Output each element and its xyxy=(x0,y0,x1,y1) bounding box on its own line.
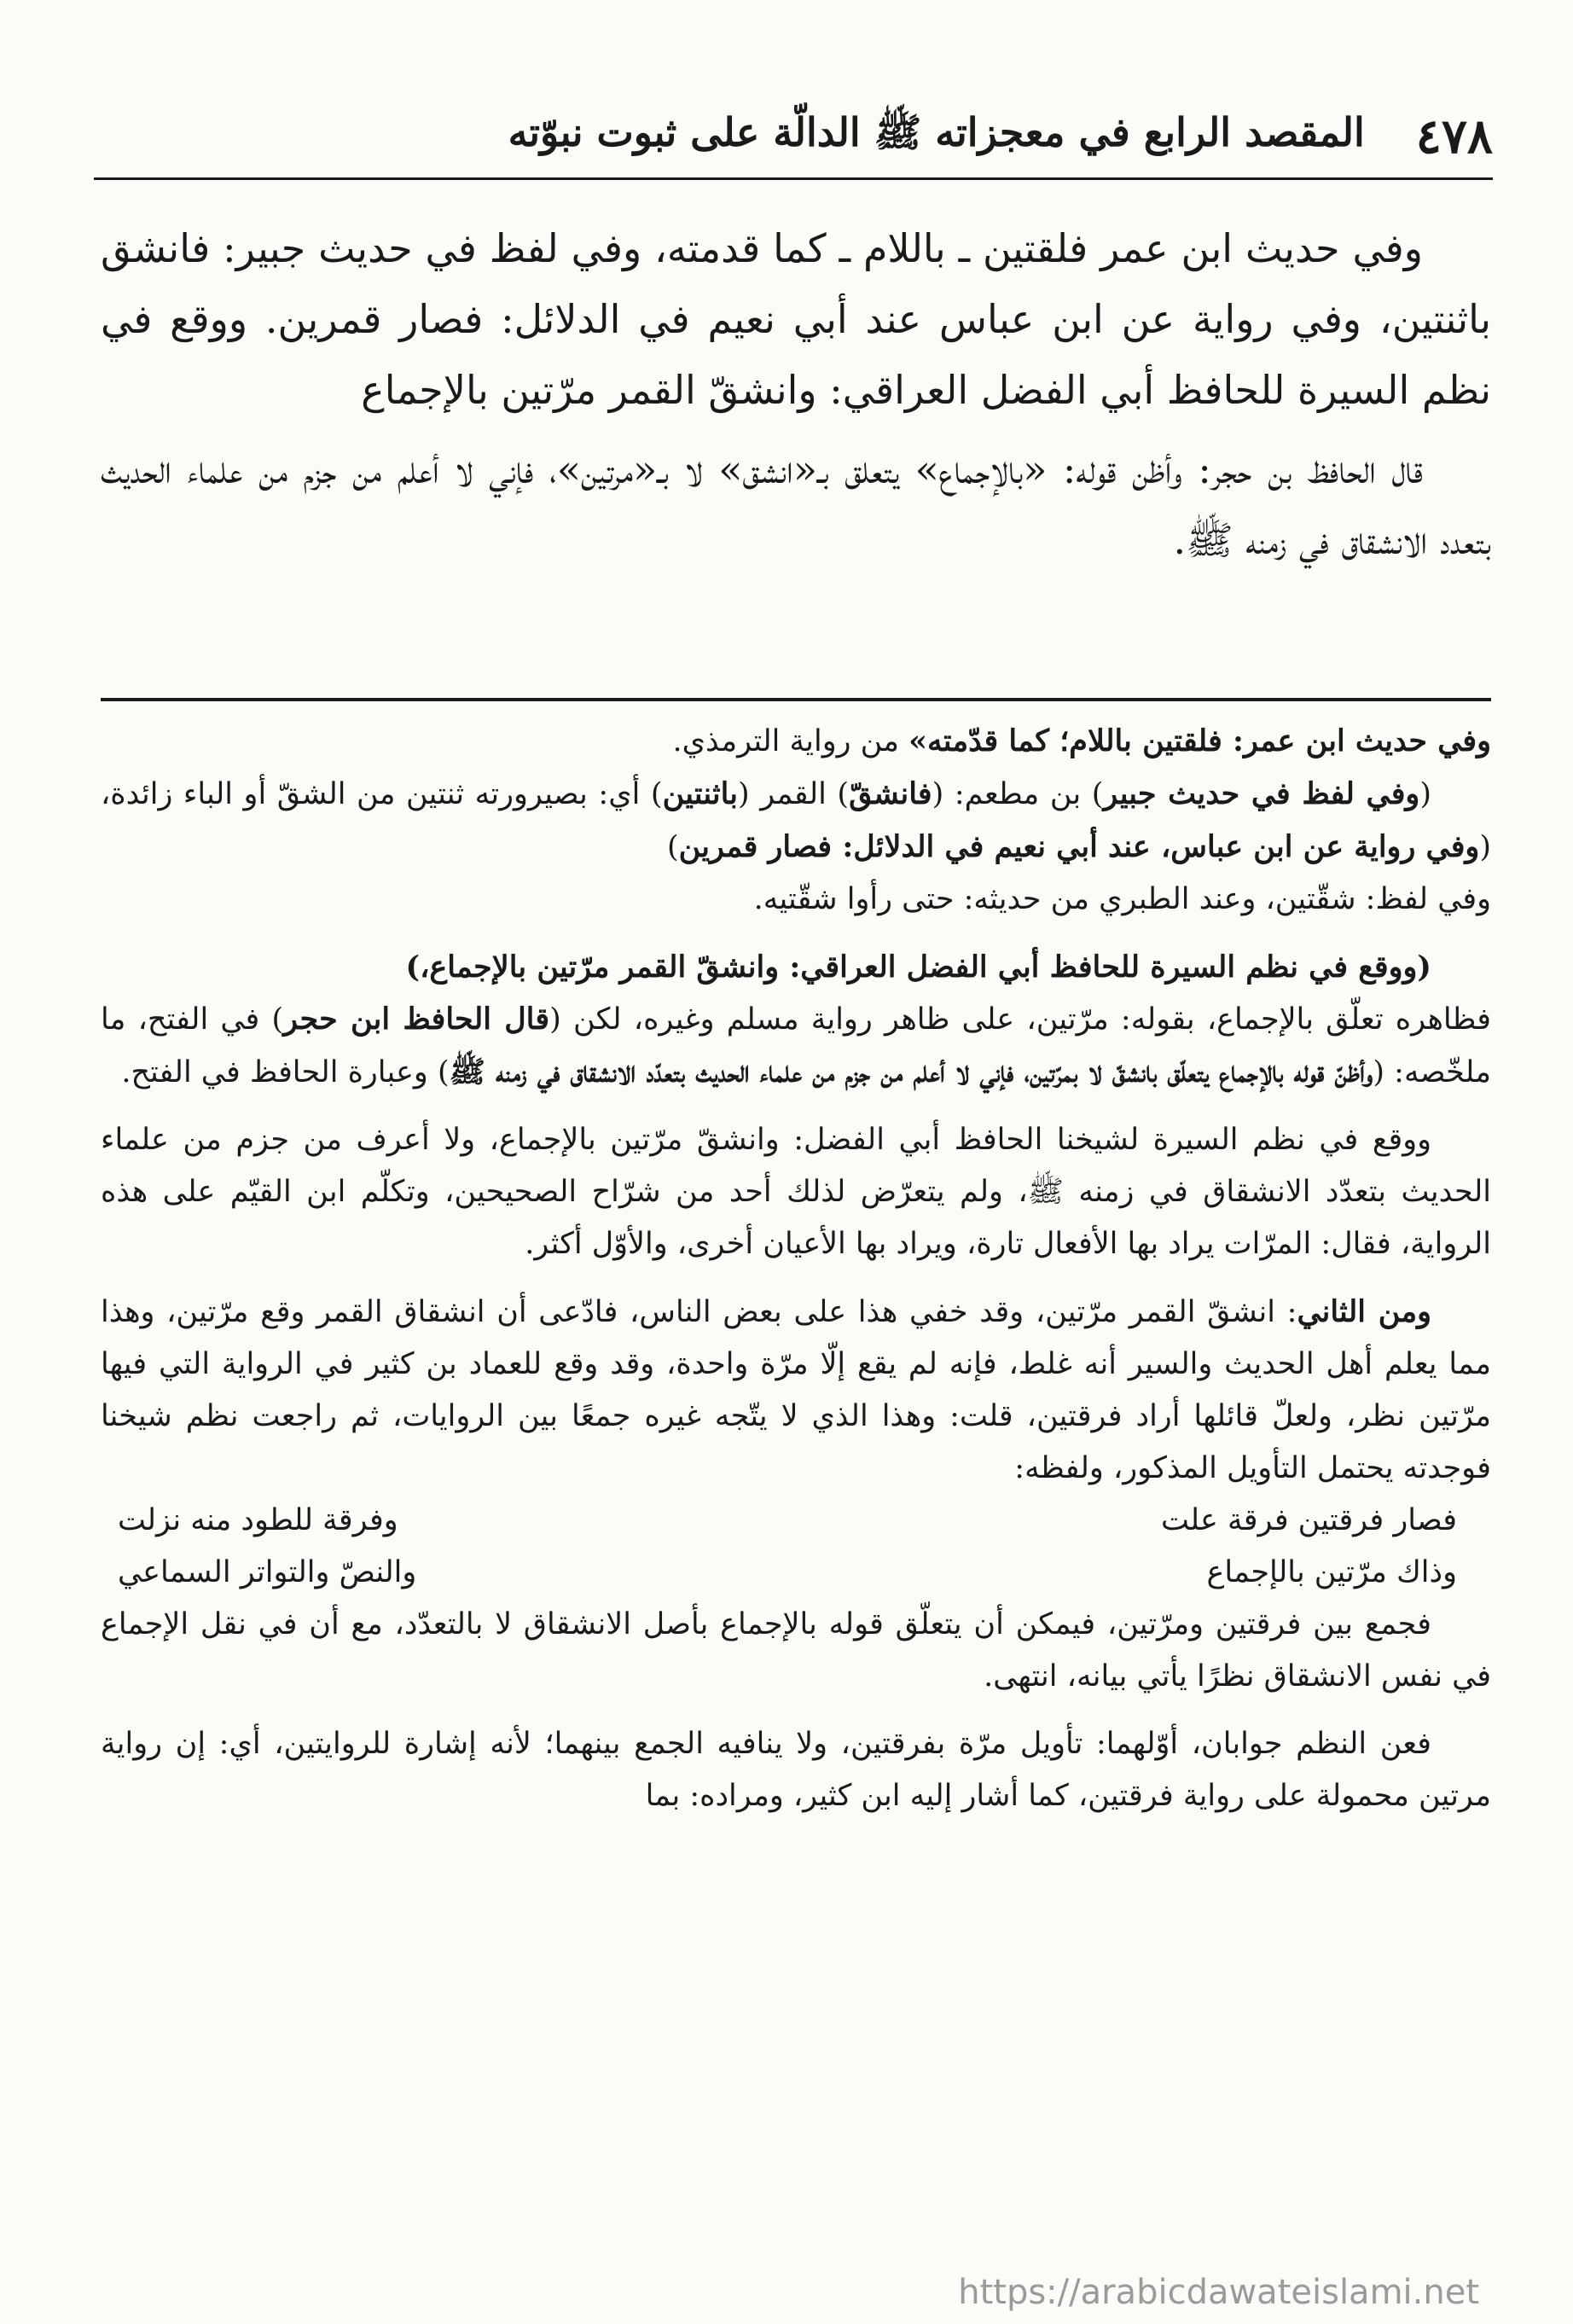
quoted-text: وفي لفظ في حديث جبير xyxy=(1103,776,1420,811)
commentary-text-run: ( xyxy=(1419,777,1431,811)
commentary-text-run: من رواية الترمذي. xyxy=(672,724,909,758)
commentary-text-run: ) xyxy=(667,830,679,864)
commentary-paragraph: ووقع في نظم السيرة لشيخنا الحافظ أبي الفضل: وانشقّ مرّتين بالإجماع، ولا أعرف من جزم من علماء الحديث بتعدّد الانشقاق في زمنه ﷺ، ولم يتعرّض لذلك أحد من شرّاح الصحيحين، وتكلّم ابن القيّم على هذه الرواية، فقال: المرّات يراد بها الأفعال تارة، ويراد بها الأعيان أخرى، والأوّل أكثر. xyxy=(101,1123,1491,1261)
quoted-text: باثنتين xyxy=(662,776,739,811)
commentary-text-run: ) القمر ( xyxy=(738,777,850,811)
watermark-url: https://arabicdawateislami.net xyxy=(958,2273,1479,2312)
commentary-text-run: : انشقّ القمر مرّتين، وقد خفي هذا على بعض الناس، فادّعى أن انشقاق القمر وقع مرّتين، وهذا مما يعلم أهل الحديث والسير أنه غلط، فإنه لم يقع إلّا مرّة واحدة، وقد وقع للعماد بن كثير في الرواية التي فيها مرّتين نظر، ولعلّ قائلها أراد فرقتين، قلت: وهذا الذي لا يتّجه غيره جمعًا بين الروايات، ثم راجعت نظم شيخنا فوجدته يحتمل التأويل المذكور، ولفظه: xyxy=(101,1295,1491,1485)
quoted-text: فانشقّ xyxy=(849,776,932,811)
commentary-paragraph: (ووقع في نظم السيرة للحافظ أبي الفضل العراقي: وانشقّ القمر مرّتين بالإجماع،) xyxy=(405,950,1431,985)
page-header xyxy=(94,96,1493,180)
commentary-paragraph: فجمع بين فرقتين ومرّتين، فيمكن أن يتعلّق قوله بالإجماع بأصل الانشقاق لا بالتعدّد، مع أن في نقل الإجماع في نفس الانشقاق نظرًا يأتي بيانه، انتهى. xyxy=(101,1607,1491,1694)
main-paragraph: وفي حديث ابن عمر فلقتين ـ باللام ـ كما قدمته، وفي لفظ في حديث جبير: فانشق باثنتين، وفي رواية عن ابن عباس عند أبي نعيم في الدلائل: فصار قمرين. ووقع في نظم السيرة للحافظ أبي الفضل العراقي: وانشقّ القمر مرّتين بالإجماع xyxy=(101,225,1491,413)
commentary-paragraph xyxy=(101,715,1491,768)
commentary-text-run: ) في الفتح، ما ملخّصه: ( xyxy=(101,1002,1491,1089)
commentary-paragraph: فعن النظم جوابان، أوّلهما: تأويل مرّة بفرقتين، ولا ينافيه الجمع بينهما؛ لأنه إشارة للروايتين، أي: إن رواية مرتين محمولة على رواية فرقتين، كما أشار إليه ابن كثير، ومراده: بما xyxy=(101,1727,1491,1813)
commentary-text-run: ) وعبارة الحافظ في الفتح. xyxy=(121,1055,450,1089)
quoted-text: ومن الثاني xyxy=(1297,1294,1431,1329)
commentary-paragraph xyxy=(101,768,1491,874)
commentary-text xyxy=(101,715,1491,1822)
divider-line xyxy=(101,698,1491,701)
main-text xyxy=(101,213,1491,576)
commentary-text-run: ) بن مطعم: ( xyxy=(932,777,1104,811)
commentary-paragraph xyxy=(101,1286,1491,1495)
commentary-paragraph xyxy=(101,993,1491,1099)
commentary-paragraph: وفي لفظ: شقّتين، وعند الطبري من حديثه: حتى رأوا شقّتيه. xyxy=(753,882,1491,916)
poem-verse xyxy=(101,1495,1491,1547)
quoted-text: وفي حديث ابن عمر: فلقتين باللام؛ كما قدّمته» xyxy=(908,723,1491,758)
verse-hemistich: وفرقة للطود منه نزلت xyxy=(118,1503,398,1537)
quoted-text: قال الحافظ ابن حجر xyxy=(283,1002,550,1037)
main-paragraph: قال الحافظ بن حجر: وأظن قوله: «بالإجماع» يتعلق بـ«انشق» لا بـ«مرتين»، فإني لا أعلم من جزم من علماء الحديث بتعدد الانشقاق في زمنه ﷺ. xyxy=(101,446,1491,563)
verse-hemistich: فصار فرقتين فرقة علت xyxy=(1161,1503,1457,1537)
verse-hemistich: وذاك مرّتين بالإجماع xyxy=(1206,1555,1457,1589)
page-number: ٤٧٨ xyxy=(1415,108,1493,165)
running-title: المقصد الرابع في معجزاته ﷺ الدالّة على ثبوت نبوّته xyxy=(508,108,1365,155)
poem-verse xyxy=(101,1547,1491,1599)
quoted-text: وفي رواية عن ابن عباس، عند أبي نعيم في الدلائل: فصار قمرين xyxy=(678,829,1480,864)
verse-hemistich: والنصّ والتواتر السماعي xyxy=(118,1555,417,1589)
quoted-text: وأظنّ قوله بالإجماع يتعلّق بانشقّ لا بمرّتين، فإني لا أعلم من جزم من علماء الحديث بتعدّد الانشقاق في زمنه ﷺ xyxy=(449,1055,1373,1089)
commentary-text-run: فظاهره تعلّق بالإجماع، بقوله: مرّتين، على ظاهر رواية مسلم وغيره، لكن ( xyxy=(549,1002,1492,1037)
commentary-text-run: ) أي: بصيرورته ثنتين من الشقّ أو الباء زائدة، ( xyxy=(101,777,1491,864)
